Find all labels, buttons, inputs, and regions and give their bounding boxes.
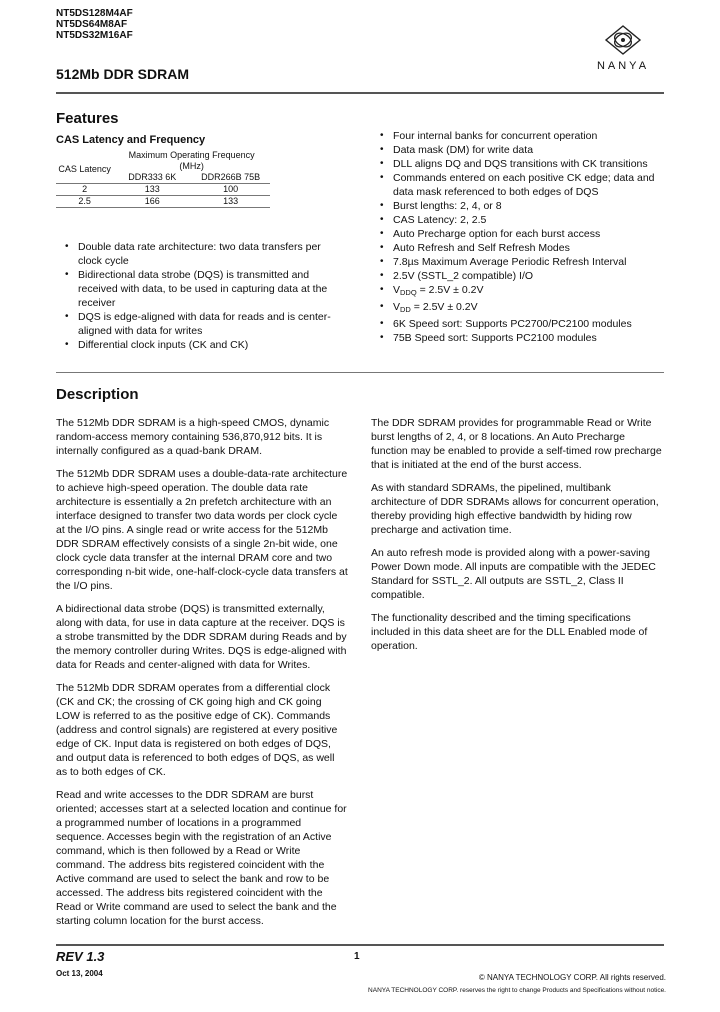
paragraph: A bidirectional data strobe (DQS) is transmitted externally, along with data, for use in data capture at the receiver. DQS is a strobe transmitted by the DDR SDRAM during Reads and by the memory controller during Writes. DQS is edge-aligned with data for Reads and center-aligned with data for Writes. <box>56 603 347 671</box>
paragraph: The 512Mb DDR SDRAM uses a double-data-rate architecture to achieve high-speed operation. The double data rate architecture is essentially a 2n prefetch architecture with an interface designed to transfer two data words per clock cycle at the I/O pins. A single read or write access for the 512Mb DDR SDRAM effectively consists of a single 2n-bit wide, one clock cycle data transfer at the internal DRAM core and two corresponding n-bit wide, one-half-clock-cycle data transfers at the I/O pins. <box>56 468 348 592</box>
description-heading: Description <box>56 386 139 403</box>
document-title: 512Mb DDR SDRAM <box>56 66 190 82</box>
revision-date: Oct 13, 2004 <box>56 969 103 978</box>
logo-text: NANYA <box>596 60 650 72</box>
list-item: • 75B Speed sort: Supports PC2100 modules <box>377 331 677 345</box>
max-frequency-header: Maximum Operating Frequency (MHz) <box>128 150 255 171</box>
description-left-column <box>56 416 348 937</box>
vdd-item: • VDD = 2.5V ± 0.2V <box>377 300 677 317</box>
paragraph: An auto refresh mode is provided along with a power-saving Power Down mode. All inputs are compatible with the JEDEC Standard for SSTL_2. All outputs are SSTL_2, Class II compatible. <box>371 547 656 601</box>
header-rule <box>56 92 664 94</box>
table-row: 2.5 166 133 <box>56 196 270 208</box>
list-item: • Commands entered on each positive CK edge; data and data mask referenced to both edges of DQS <box>377 171 677 199</box>
page-number: 1 <box>354 951 360 962</box>
list-item: • Bidirectional data strobe (DQS) is transmitted and received with data, to be used in capturing data at the receiver <box>62 268 338 310</box>
nanya-logo <box>584 24 662 76</box>
cas-table-title: CAS Latency and Frequency <box>56 134 206 146</box>
paragraph: The 512Mb DDR SDRAM is a high-speed CMOS, dynamic random-access memory containing 536,870,912 bits. It is internally configured as a quad-bank DRAM. <box>56 417 330 457</box>
list-item: • Differential clock inputs (CK and CK) <box>62 338 338 352</box>
cas-latency-header: CAS Latency <box>56 150 113 184</box>
part-number-3: NT5DS32M16AF <box>56 30 133 41</box>
feature-list-left <box>62 240 338 352</box>
list-item: • Auto Refresh and Self Refresh Modes <box>377 241 677 255</box>
list-item: • Data mask (DM) for write data <box>377 143 677 157</box>
table-row: 2 133 100 <box>56 184 270 196</box>
list-item: • DQS is edge-aligned with data for reads and is center-aligned with data for writes <box>62 310 338 338</box>
footer-rule <box>56 944 664 946</box>
list-item: • Four internal banks for concurrent operation <box>377 129 677 143</box>
copyright: © NANYA TECHNOLOGY CORP. All rights reserved. <box>478 973 666 982</box>
paragraph: The functionality described and the timing specifications included in this data sheet are for the DLL Enabled mode of operation. <box>371 612 648 652</box>
list-item: • CAS Latency: 2, 2.5 <box>377 213 677 227</box>
list-item: • 7.8µs Maximum Average Periodic Refresh Interval <box>377 255 677 269</box>
description-right-column <box>371 416 664 662</box>
feature-list-right <box>377 129 677 345</box>
revision: REV 1.3 <box>56 949 105 964</box>
part-number-2: NT5DS64M8AF <box>56 19 128 30</box>
vddq-item: • VDDQ = 2.5V ± 0.2V <box>377 283 677 300</box>
paragraph: The 512Mb DDR SDRAM operates from a differential clock (CK and CK; the crossing of CK going high and CK going LOW is referred to as the positive edge of CK). Commands (address and control signals) are registered at every positive edge of CK. Input data is registered on both edges of DQS, and output data is referenced to both edges of DQS, as well as to both edges of CK. <box>56 682 338 778</box>
paragraph: As with standard SDRAMs, the pipelined, multibank architecture of DDR SDRAMs allows for concurrent operation, thereby providing high effective bandwidth by hiding row precharge and activation time. <box>371 482 659 536</box>
ddr266b-header: DDR266B 75B <box>191 172 270 184</box>
list-item: • Burst lengths: 2, 4, or 8 <box>377 199 677 213</box>
list-item: • Double data rate architecture: two data transfers per clock cycle <box>62 240 338 268</box>
paragraph: The DDR SDRAM provides for programmable Read or Write burst lengths of 2, 4, or 8 locations. An Auto Precharge function may be enabled to provide a self-timed row precharge that is initiated at the end of the burst access. <box>371 417 662 471</box>
legal-notice: NANYA TECHNOLOGY CORP. reserves the right to change Products and Specifications without notice. <box>368 987 666 994</box>
list-item: • Auto Precharge option for each burst access <box>377 227 677 241</box>
part-number-1: NT5DS128M4AF <box>56 8 133 19</box>
list-item: • 6K Speed sort: Supports PC2700/PC2100 modules <box>377 317 677 331</box>
cas-frequency-table <box>56 150 270 208</box>
paragraph: Read and write accesses to the DDR SDRAM are burst oriented; accesses start at a selected location and continue for a programmed number of locations in a programmed sequence. Accesses begin with the registration of an Active command, which is then followed by a Read or Write command. The address bits registered coincident with the Active command are used to select the bank and row to be accessed. The address bits registered coincident with the Read or Write command are used to select the bank and the starting column location for the burst access. <box>56 789 347 927</box>
section-rule <box>56 372 664 373</box>
list-item: • DLL aligns DQ and DQS transitions with CK transitions <box>377 157 677 171</box>
ddr333-header: DDR333 6K <box>113 172 191 184</box>
list-item: • 2.5V (SSTL_2 compatible) I/O <box>377 269 677 283</box>
features-heading: Features <box>56 110 119 127</box>
